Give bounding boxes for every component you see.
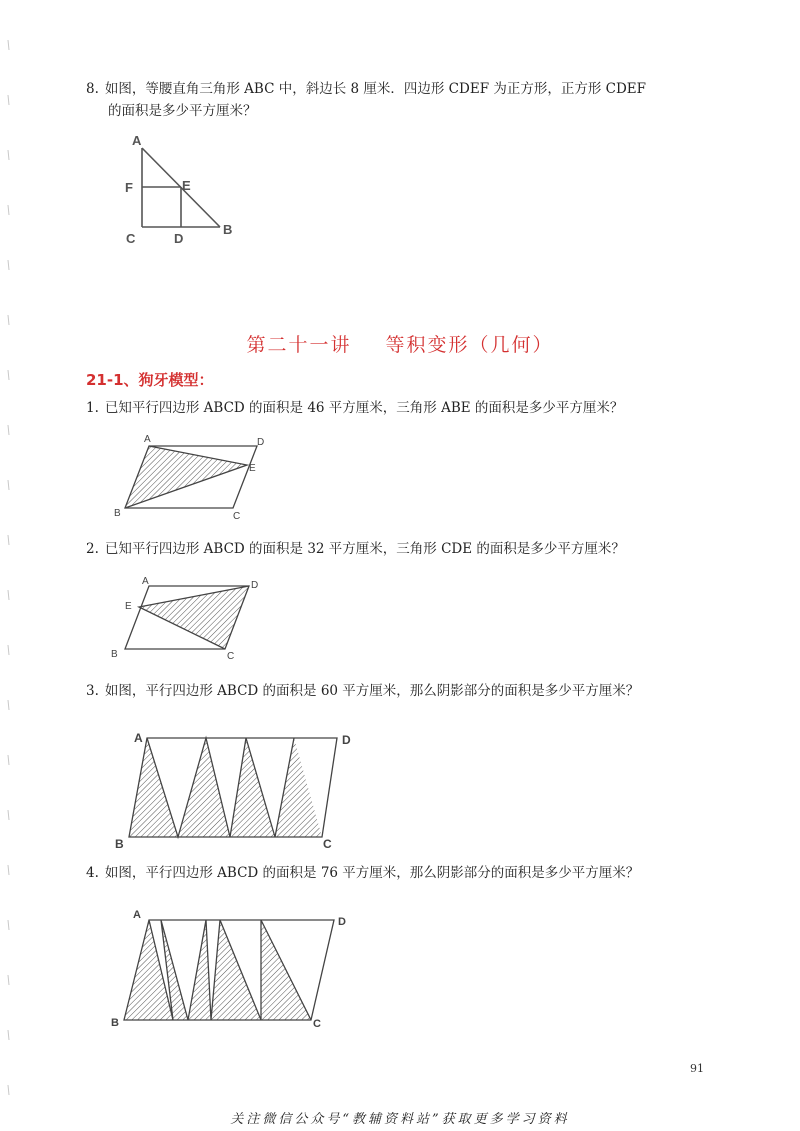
- figure-parallelogram-teeth-1: [110, 726, 360, 851]
- label-a: A: [142, 576, 149, 587]
- problem-number: 8.: [86, 81, 99, 97]
- label-b: B: [111, 1017, 119, 1029]
- label-c: C: [323, 837, 332, 851]
- label-c: C: [126, 231, 136, 246]
- label-a: A: [133, 909, 141, 921]
- label-c: C: [233, 511, 241, 522]
- figure-parallelogram-cde: [105, 572, 275, 667]
- label-b: B: [115, 837, 124, 851]
- lecture-title: 第二十一讲: [246, 334, 352, 356]
- problem-4-question: 如图，平行四边形 ABCD 的面积是 76 平方厘米，那么阴影部分的面积是多少平方厘米？: [104, 865, 640, 881]
- problem-8-line-2: 的面积是多少平方厘米？: [108, 103, 257, 119]
- problem-1-question: 已知平行四边形 ABCD 的面积是 46 平方厘米，三角形 ABE 的面积是多少平方厘米？: [104, 400, 624, 416]
- problem-number: 1.: [86, 400, 99, 416]
- label-d: D: [342, 733, 351, 747]
- margin-ticks: [6, 0, 12, 1131]
- label-e: E: [125, 601, 132, 612]
- label-c: C: [227, 651, 235, 662]
- problem-number: 4.: [86, 865, 99, 881]
- label-b: B: [111, 649, 118, 660]
- problem-8-text: [86, 78, 646, 122]
- figure-right-triangle-square: [120, 130, 250, 250]
- problem-1-text: [86, 397, 623, 419]
- problem-8-line-1: 如图，等腰直角三角形 ABC 中，斜边长 8 厘米．四边形 CDEF 为正方形，正方形 CDEF: [104, 81, 647, 97]
- label-b: B: [114, 508, 121, 519]
- problem-3-text: [86, 680, 639, 702]
- problem-number: 2.: [86, 541, 99, 557]
- problem-2-question: 已知平行四边形 ABCD 的面积是 32 平方厘米，三角形 CDE 的面积是多少平方厘米？: [104, 541, 625, 557]
- label-e: E: [182, 178, 191, 193]
- page-number: 91: [690, 1062, 704, 1075]
- section-title: 21-1、狗牙模型：: [86, 371, 214, 389]
- label-f: F: [125, 180, 133, 195]
- label-d: D: [338, 916, 346, 928]
- figure-parallelogram-abe: [105, 430, 275, 525]
- label-a: A: [134, 731, 143, 745]
- footer-note: 关注微信公众号“教辅资料站”获取更多学习资料: [230, 1112, 570, 1127]
- label-a: A: [144, 434, 151, 445]
- problem-3-question: 如图，平行四边形 ABCD 的面积是 60 平方厘米，那么阴影部分的面积是多少平方厘米？: [104, 683, 640, 699]
- label-d: D: [174, 231, 184, 246]
- label-c: C: [313, 1018, 321, 1030]
- problem-number: 3.: [86, 683, 99, 699]
- label-d: D: [257, 437, 265, 448]
- label-e: E: [249, 463, 256, 474]
- lecture-heading: [0, 330, 800, 357]
- problem-2-text: [86, 538, 625, 560]
- problem-4-text: [86, 862, 639, 884]
- label-a: A: [132, 133, 142, 148]
- lecture-subtitle: 等积变形（几何）: [385, 334, 554, 356]
- figure-parallelogram-teeth-2: [105, 905, 355, 1030]
- label-b: B: [223, 222, 233, 237]
- label-d: D: [251, 580, 259, 591]
